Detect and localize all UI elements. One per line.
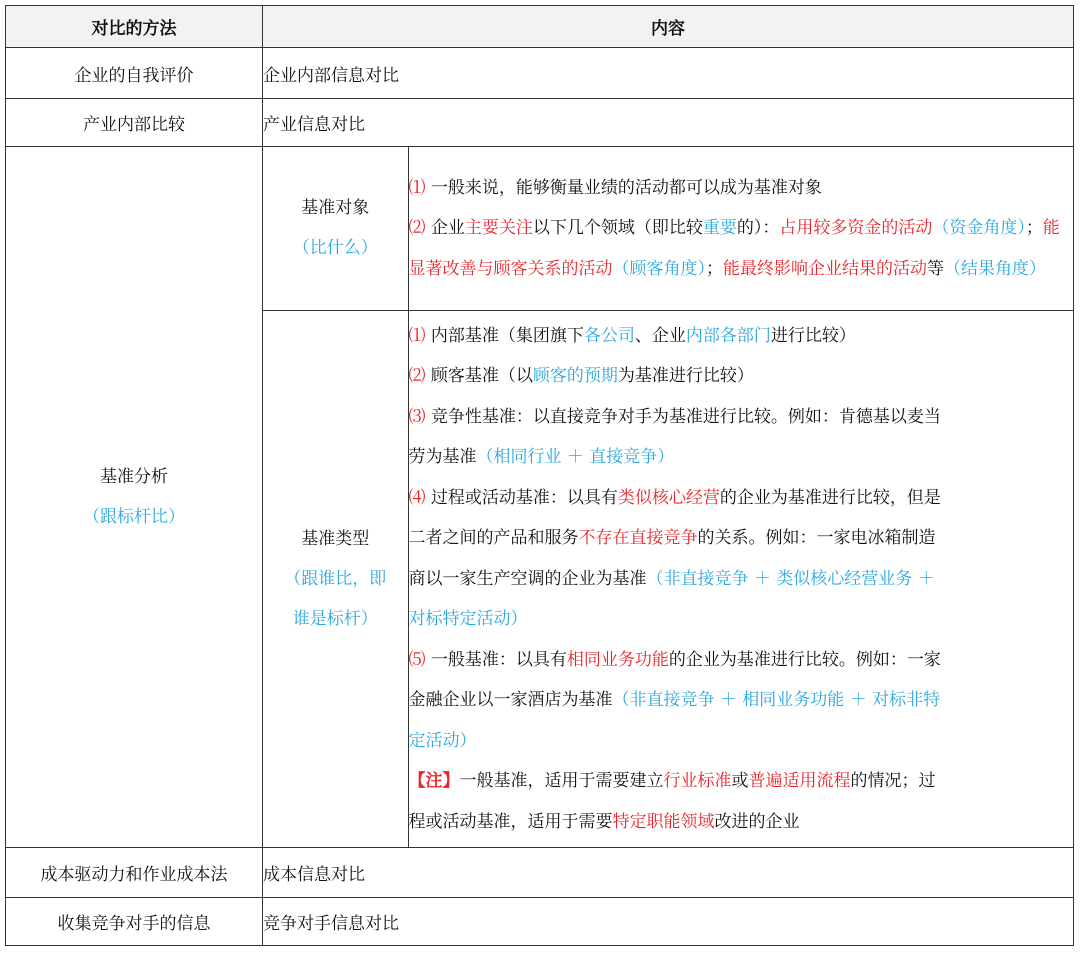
- benchmark-row: [6, 147, 1074, 848]
- method-self-eval: 企业的自我评价: [6, 48, 263, 99]
- list-item: ⑶ 竞争性基准：以直接竞争对手为基准进行比较。例如：肯德基以麦当 劳为基准（相同行业 ＋ 直接竞争）: [408, 406, 941, 467]
- note-item: 【注】一般基准，适用于需要建立行业标准或普遍适用流程的情况；过 程或活动基准，适用于需要特定职能领域改进的企业: [408, 771, 936, 832]
- content-cost: 成本信息对比: [263, 848, 1074, 898]
- header-content: 内容: [263, 6, 1074, 48]
- benchmark-subtitle: （跟标杆比）: [83, 507, 185, 527]
- table-row: [6, 848, 1074, 898]
- table-row: [6, 898, 1074, 946]
- types-row: [263, 310, 1074, 847]
- list-item: ⑴ 一般来说，能够衡量业绩的活动都可以成为基准对象: [408, 177, 822, 198]
- header-row: [6, 6, 1074, 48]
- method-industry: 产业内部比较: [6, 99, 263, 147]
- comparison-table: [5, 5, 1074, 946]
- types-category: [263, 310, 408, 847]
- list-item: ⑴ 内部基准（集团旗下各公司、企业内部各部门进行比较）: [408, 325, 856, 346]
- benchmark-detail: [263, 147, 1074, 848]
- list-item: ⑸ 一般基准：以具有相同业务功能的企业为基准进行比较。例如：一家 金融企业以一家酒店为基准（非直接竞争 ＋ 相同业务功能 ＋ 对标非特 定活动）: [408, 649, 941, 751]
- types-items: [408, 310, 1074, 847]
- method-cost: 成本驱动力和作业成本法: [6, 848, 263, 898]
- object-subtitle: （比什么）: [292, 238, 378, 259]
- types-subtitle-2: 谁是标杆）: [292, 608, 378, 629]
- list-item: ⑵ 顾客基准（以顾客的预期为基准进行比较）: [408, 366, 754, 386]
- content-self-eval: 企业内部信息对比: [263, 48, 1074, 99]
- list-item: ⑵ 企业主要关注以下几个领域（即比较重要的）：占用较多资金的活动（资金角度）；能显著改善与顾客关系的活动（顾客角度）；能最终影响企业结果的活动等（结果角度）: [408, 218, 1060, 279]
- method-competitor: 收集竞争对手的信息: [6, 898, 263, 946]
- benchmark-title: 基准分析: [100, 467, 168, 487]
- object-category: [263, 147, 408, 310]
- header-method: 对比的方法: [6, 6, 263, 48]
- list-item: ⑷ 过程或活动基准：以具有类似核心经营的企业为基准进行比较，但是 二者之间的产品和服务不存在直接竞争的关系。例如：一家电冰箱制造 商以一家生产空调的企业为基准（非直接竞争 ＋ 类似核心经营业务 ＋ 对标特定活动）: [408, 487, 941, 629]
- object-row: [263, 147, 1074, 310]
- object-title: 基准对象: [301, 198, 370, 219]
- table-row: [6, 99, 1074, 147]
- method-benchmark: [6, 147, 263, 848]
- object-items: [408, 147, 1074, 310]
- content-competitor: 竞争对手信息对比: [263, 898, 1074, 946]
- table-row: [6, 48, 1074, 99]
- types-title: 基准类型: [301, 528, 370, 549]
- content-industry: 产业信息对比: [263, 99, 1074, 147]
- benchmark-inner-table: [263, 147, 1074, 847]
- types-subtitle-1: （跟谁比，即: [284, 568, 387, 589]
